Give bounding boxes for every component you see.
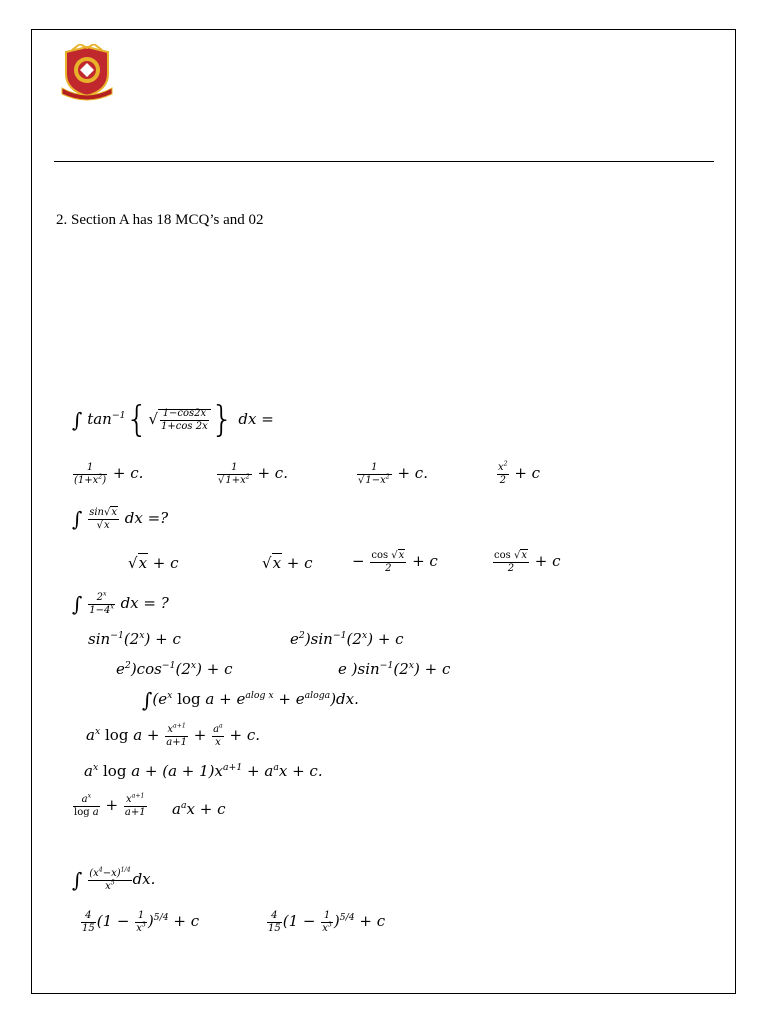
question-5-option-b: $\frac{4}{15}$ (1 − $\frac{1}{x^3}$ )$^{5/4}$ + c <box>268 910 386 934</box>
question-2-option-b: √x + c <box>262 554 313 572</box>
question-4-option-d: $a^ax + c$ <box>172 800 226 818</box>
question-5-stem: ∫ $\frac{(x^4-x)^{1/4}}{x^5}$ dx. <box>72 866 156 892</box>
question-1-option-a: $\frac{1}{(1+x^2)}$ + c. <box>74 462 144 486</box>
question-3-option-a: $\sin^{-1}(2^x) + c$ <box>88 630 181 648</box>
question-3-option-c: $e^2)\cos^{-1}(2^x) + c$ <box>116 660 233 678</box>
question-1-stem: ∫ $\tan^{-1}\{√$ $\frac{1-\cos 2x}{1+\cos 2x}$ } dx = <box>72 399 274 440</box>
question-1-option-c: $\frac{1}{√1-x^2}$ + c. <box>358 462 428 486</box>
question-2-option-d: $\frac{\cos √x}{2}$ + c <box>494 550 561 574</box>
question-2-option-a: √x + c <box>128 554 179 572</box>
question-2-option-c: − $\frac{\cos √x}{2}$ + c <box>352 550 438 574</box>
question-1-option-b: $\frac{1}{√1+x^2}$ + c. <box>218 462 288 486</box>
question-4-stem: $\int(e^x$ $\log a + e^{alog x} + e^{aloga})dx$. <box>142 688 359 712</box>
question-4-option-b: $a^x$ $\log a + (a + 1)x^{a+1} + a^ax + c$. <box>84 762 323 780</box>
question-3-option-b: $e^2)\sin^{-1}(2^x) + c$ <box>290 630 404 648</box>
question-4-option-a: $a^x$ log a + $\frac{x^{a+1}}{a+1}$ + $\frac{a^a}{x}$ + c. <box>86 722 261 748</box>
question-1-option-d: $\frac{x^2}{2}$ + c <box>498 460 541 486</box>
school-crest-logo-icon <box>58 44 116 104</box>
question-5-option-a: $\frac{4}{15}$ (1 − $\frac{1}{x^3}$ )$^{5/4}$ + c <box>82 910 200 934</box>
question-4-option-c: $\frac{a^x}{\text{log a}}$ + $\frac{x^{a+1}}{a+1}$ <box>74 792 146 818</box>
question-2-stem: ∫ $\frac{\sin√x}{√x}$ dx =? <box>72 507 169 531</box>
instruction-text: 2. Section A has 18 MCQ’s and 02 <box>56 212 264 228</box>
question-3-option-d: e )$\sin^{-1}(2^x) + c$ <box>338 660 451 678</box>
question-3-stem: ∫ $\frac{2^x}{1-4^x}$ dx = ? <box>72 590 169 616</box>
header-divider <box>54 161 714 162</box>
